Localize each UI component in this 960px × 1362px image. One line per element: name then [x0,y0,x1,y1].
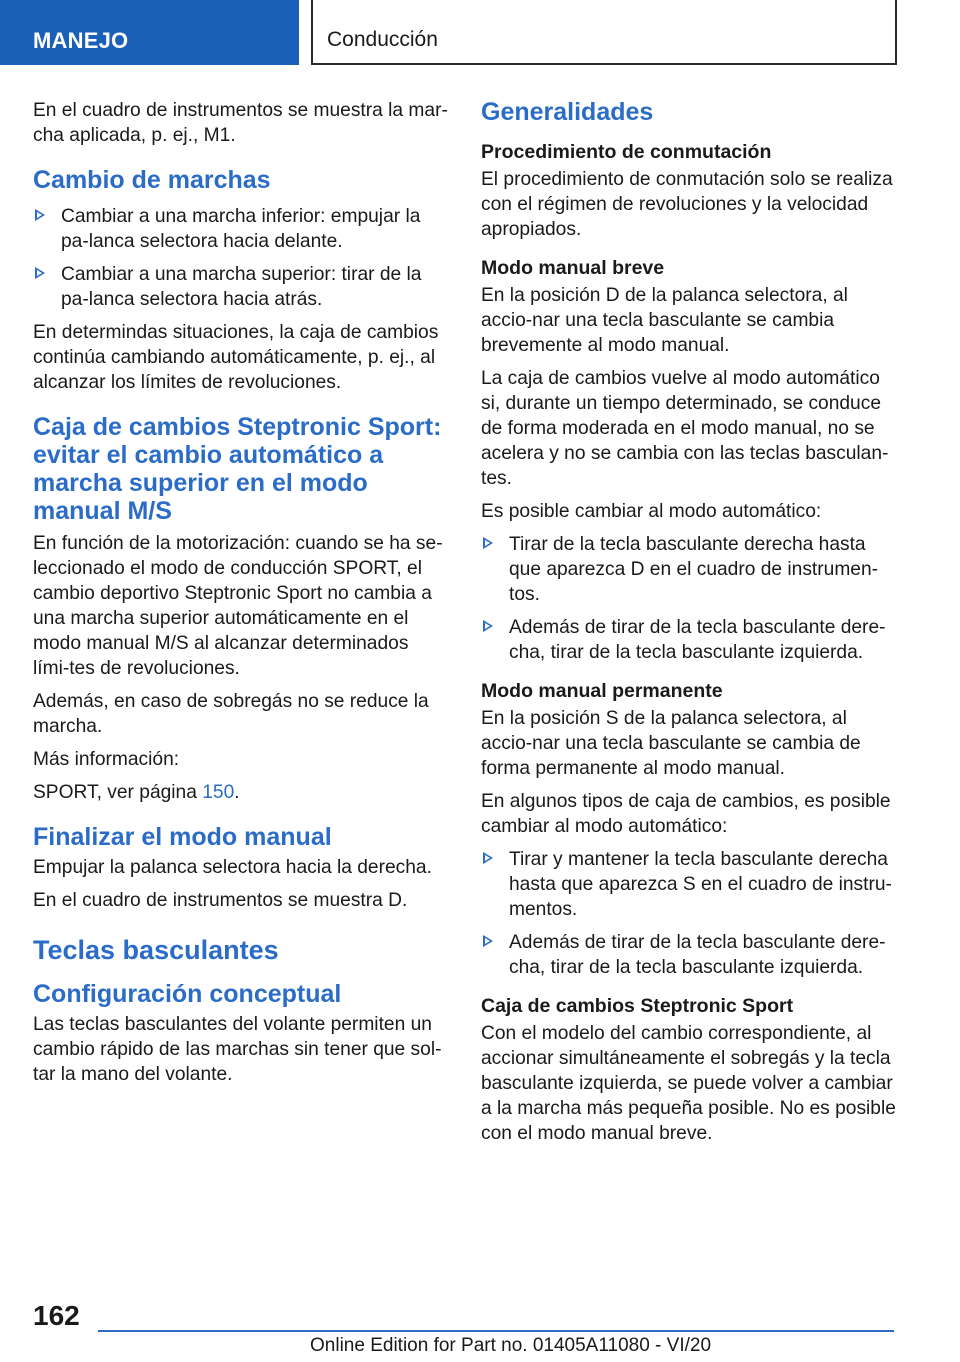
heading-modo-manual-breve: Modo manual breve [481,257,665,279]
bullet-triangle-icon [483,852,493,864]
heading-procedimiento: Procedimiento de conmutación [481,141,772,163]
heading-generalidades: Generalidades [481,98,654,126]
heading-teclas-basculantes: Teclas basculantes [33,935,279,965]
heading-steptronic-sport-right: Caja de cambios Steptronic Sport [481,995,794,1017]
breve-list [481,532,898,665]
heading-finalizar-modo-manual: Finalizar el modo manual [33,823,332,851]
chapter-title: Conducción [327,28,438,51]
bullet-triangle-icon [483,935,493,947]
chapter-header [311,0,897,65]
breve-paragraph-2: La caja de cambios vuelve al modo automático si, durante un tiempo determinado, se conduce de forma moderada en el modo manual, no se acelera y no se cambia con las teclas basculan-tes. [481,368,889,489]
perm-paragraph-2: En algunos tipos de caja de cambios, es posible cambiar al modo automático: [481,791,891,837]
sport-paragraph-right: Con el modelo del cambio correspondiente, al accionar simultáneamente el sobregás y la tecla basculante izquierda, se puede volver a cambiar a la marcha más pequeña posible. No es posible con el modo manual breve. [481,1023,896,1144]
page-number: 162 [33,1300,80,1331]
sport-paragraph-1: En función de la motorización: cuando se ha se-leccionado el modo de conducción SPORT, el cambio deportivo Steptronic Sport no cambia a una marcha superior automáticamente en el modo manual M/S al alcanzar determinados lími-tes de revoluciones. [33,533,443,679]
section-title: MANEJO [33,28,129,53]
list-item: Cambiar a una marcha inferior: empujar la pa-lanca selectora hacia delante. [33,204,448,254]
config-paragraph: Las teclas basculantes del volante permiten un cambio rápido de las marchas sin tener que sol-tar la mano del volante. [33,1014,442,1085]
heading-steptronic-sport: Caja de cambios Steptronic Sport: evitar el cambio automático a marcha superior en el modo manual M/S [33,413,442,525]
list-item: Además de tirar de la tecla basculante dere-cha, tirar de la tecla basculante izquierda. [481,615,898,665]
breve-paragraph-1: En la posición D de la palanca selectora, al accio-nar una tecla basculante se cambia brevemente al modo manual. [481,285,848,356]
list-item: Tirar y mantener la tecla basculante derecha hasta que aparezca S en el cuadro de instru-mentos. [481,847,898,922]
heading-configuracion-conceptual: Configuración conceptual [33,980,342,1008]
list-item: Además de tirar de la tecla basculante dere-cha, tirar de la tecla basculante izquierda. [481,930,898,980]
page-reference-link[interactable]: 150 [202,782,235,803]
finalizar-paragraph-2: En el cuadro de instrumentos se muestra D. [33,890,408,911]
section-tab[interactable] [0,0,299,65]
list-item: Tirar de la tecla basculante derecha hasta que aparezca D en el cuadro de instrumen-tos. [481,532,898,607]
cambio-paragraph: En determindas situaciones, la caja de cambios continúa cambiando automáticamente, p. ej., al alcanzar los límites de revoluciones. [33,322,439,393]
footer-edition: Online Edition for Part no. 01405A11080 - VI/20 [310,1335,712,1356]
bullet-triangle-icon [35,267,45,279]
intro-paragraph: En el cuadro de instrumentos se muestra la mar-cha aplicada, p. ej., M1. [33,100,448,146]
sport-reference: SPORT, ver página 150. [33,782,240,803]
cambio-list [33,204,448,312]
bullet-triangle-icon [35,209,45,221]
more-info-label: Más información: [33,749,180,770]
left-column [33,98,448,1095]
breve-paragraph-3: Es posible cambiar al modo automático: [481,501,822,522]
footer-divider [98,1330,894,1332]
proc-paragraph: El procedimiento de conmutación solo se realiza con el régimen de revoluciones y la velocidad apropiados. [481,169,893,240]
bullet-triangle-icon [483,537,493,549]
list-item: Cambiar a una marcha superior: tirar de la pa-lanca selectora hacia atrás. [33,262,448,312]
perm-paragraph-1: En la posición S de la palanca selectora, al accio-nar una tecla basculante se cambia de forma permanente al modo manual. [481,708,861,779]
perm-list [481,847,898,980]
sport-paragraph-2: Además, en caso de sobregás no se reduce la marcha. [33,691,429,737]
right-column [481,98,898,1154]
heading-modo-manual-permanente: Modo manual permanente [481,680,723,702]
bullet-triangle-icon [483,620,493,632]
finalizar-paragraph-1: Empujar la palanca selectora hacia la derecha. [33,857,432,878]
heading-cambio-de-marchas: Cambio de marchas [33,166,271,194]
